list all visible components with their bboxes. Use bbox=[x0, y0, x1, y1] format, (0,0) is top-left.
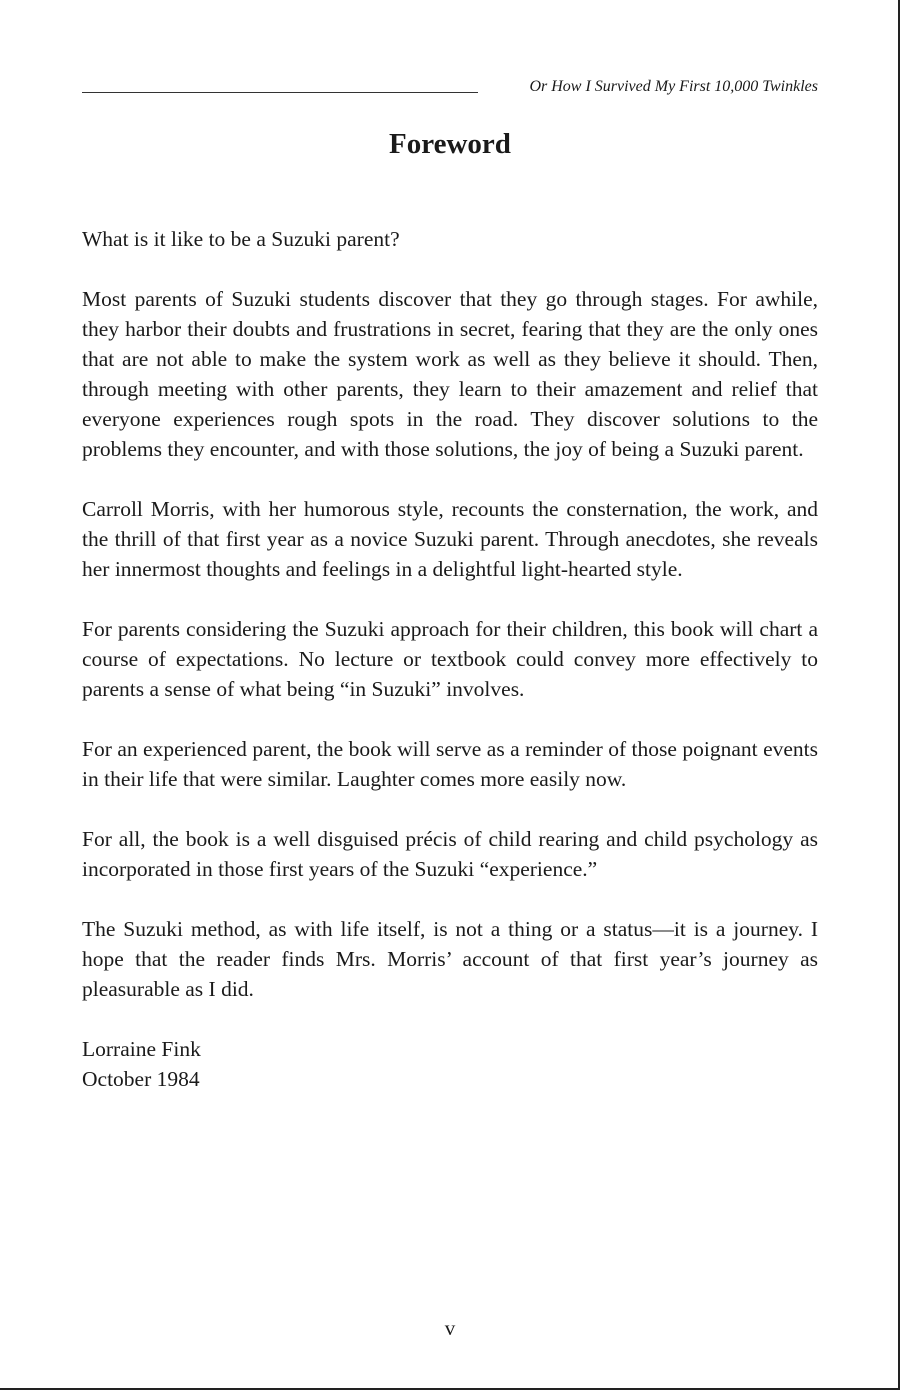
signature-date: October 1984 bbox=[82, 1067, 200, 1091]
signature-name: Lorraine Fink bbox=[82, 1037, 201, 1061]
paragraph: Most parents of Suzuki students discover that they go through stages. For awhile, they harbor their doubts and frustrations in secret, fearing that they are the only ones that are not able to make the system work as well as they believe it should. Then, through meeting with other parents, they learn to their amazement and relief that everyone experiences rough spots in the road. They discover solutions to the problems they encounter, and with those solutions, the joy of being a Suzuki parent. bbox=[82, 287, 818, 461]
paragraph: The Suzuki method, as with life itself, is not a thing or a status—it is a journey. I hope that the reader finds Mrs. Morris’ account of that first year’s journey as pleasurable as I did. bbox=[82, 917, 818, 1001]
page-number: v bbox=[444, 1316, 456, 1340]
running-head bbox=[82, 74, 818, 96]
page-title: Foreword bbox=[389, 128, 511, 160]
foreword-body bbox=[82, 224, 818, 1094]
paragraph: For an experienced parent, the book will serve as a reminder of those poignant events in their life that were similar. Laughter comes more easily now. bbox=[82, 737, 818, 791]
running-head-text: Or How I Survived My First 10,000 Twinkles bbox=[529, 78, 818, 95]
paragraph: For parents considering the Suzuki approach for their children, this book will chart a course of expectations. No lecture or textbook could convey more effectively to parents a sense of what being “in Suzuki” involves. bbox=[82, 617, 818, 701]
paragraph: For all, the book is a well disguised précis of child rearing and child psychology as incorporated in those first years of the Suzuki “experience.” bbox=[82, 827, 818, 881]
paragraph: What is it like to be a Suzuki parent? bbox=[82, 227, 400, 251]
header-rule bbox=[82, 92, 478, 93]
paragraph: Carroll Morris, with her humorous style, recounts the consternation, the work, and the thrill of that first year as a novice Suzuki parent. Through anecdotes, she reveals her innermost thoughts and feelings in a delightful light-hearted style. bbox=[82, 497, 818, 581]
signature-block bbox=[82, 1034, 818, 1094]
